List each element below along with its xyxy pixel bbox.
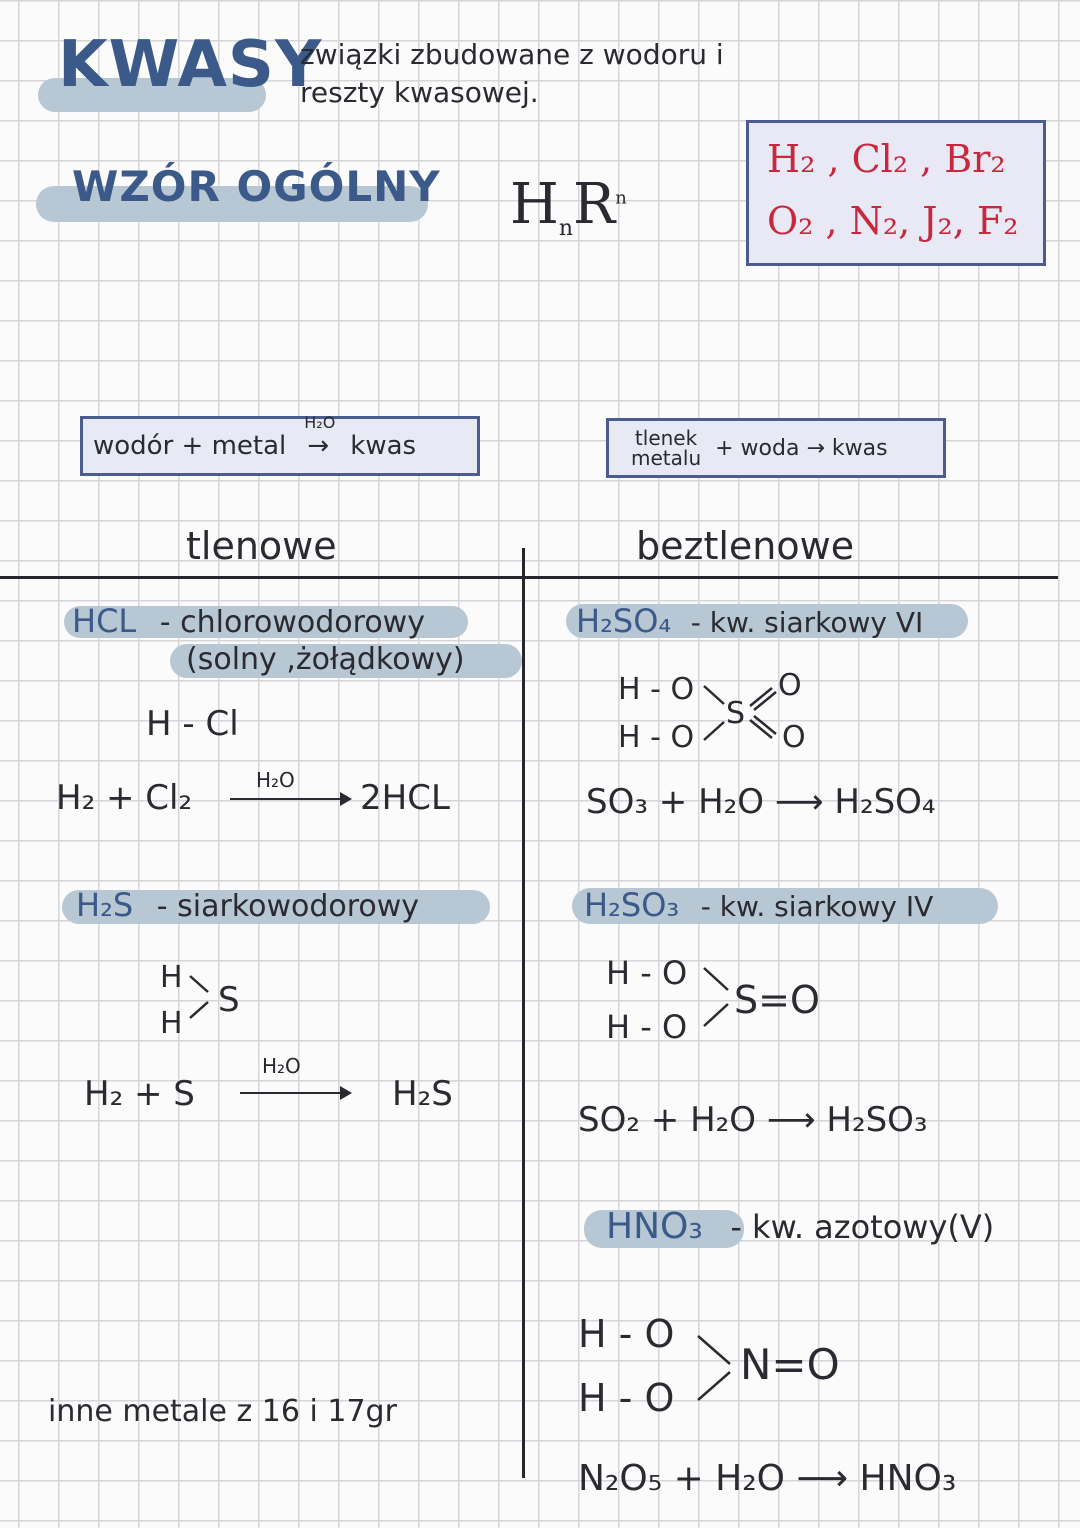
hno3-structure-left-2: H - O — [578, 1376, 675, 1420]
hcl-formula: HCL — [72, 602, 137, 640]
h2s-formula: H₂S — [76, 886, 134, 924]
h2s-bonds — [186, 966, 216, 1026]
rule-left-over: H₂O — [304, 413, 336, 432]
h2s-reaction-rhs: H₂S — [392, 1074, 453, 1114]
rule-box-right — [606, 418, 946, 478]
hcl-alt-name: (solny ,żołądkowy) — [186, 642, 465, 677]
h2s-heading — [76, 886, 419, 924]
hcl-reaction-rhs: 2HCL — [360, 778, 450, 818]
h2so4-heading — [576, 602, 923, 640]
general-formula-n: n — [558, 216, 574, 242]
hno3-structure-left-1: H - O — [578, 1312, 675, 1356]
diatomic-row-1: H₂ , Cl₂ , Br₂ — [767, 137, 1006, 181]
hno3-name: - kw. azotowy(V) — [730, 1208, 995, 1246]
rule-right-oxide — [631, 428, 701, 468]
h2s-reaction-arrow — [240, 1092, 344, 1094]
h2s-arrow-head — [340, 1086, 352, 1100]
hno3-formula: HNO₃ — [606, 1206, 703, 1247]
h2so4-structure-o1: O — [778, 668, 802, 703]
h2so4-name: - kw. siarkowy VI — [690, 606, 924, 639]
hcl-structure: H - Cl — [146, 704, 239, 744]
diatomic-row-2: O₂ , N₂, J₂, F₂ — [767, 199, 1019, 243]
rule-left-arrow: → — [307, 431, 330, 461]
hcl-heading — [72, 602, 425, 640]
table-vertical-rule — [522, 548, 525, 1478]
rule-right-rest: + woda → kwas — [715, 435, 888, 461]
hcl-reaction-arrow — [230, 798, 350, 800]
hcl-name: - chlorowodorowy — [159, 605, 425, 640]
h2so4-structure-o2: O — [782, 720, 806, 755]
column-heading-right: beztlenowe — [636, 524, 855, 568]
hno3-bonds — [694, 1326, 742, 1416]
h2s-structure-h1: H — [160, 960, 183, 995]
hcl-reaction-lhs: H₂ + Cl₂ — [56, 778, 193, 818]
h2so3-formula: H₂SO₃ — [584, 886, 680, 924]
h2so3-heading — [584, 886, 933, 924]
h2s-name: - siarkowodorowy — [156, 889, 420, 924]
definition-line-1: związki zbudowane z wodoru i — [300, 38, 724, 71]
page-title: KWASY — [58, 28, 323, 102]
h2so4-structure-s: S — [726, 696, 746, 731]
rule-right-oxide-2: metalu — [631, 446, 702, 470]
rule-left-arrow-group — [296, 413, 340, 461]
general-formula-r: R — [573, 172, 616, 237]
column-heading-left: tlenowe — [186, 524, 337, 568]
h2s-structure-h2: H — [160, 1006, 183, 1041]
rule-right-oxide-1: tlenek — [634, 426, 698, 450]
hno3-reaction: N₂O₅ + H₂O ⟶ HNO₃ — [578, 1458, 957, 1499]
hcl-reaction-over: H₂O — [256, 768, 295, 792]
h2so3-structure-right: S=O — [734, 978, 820, 1022]
h2s-reaction-over: H₂O — [262, 1054, 301, 1078]
other-metals-note: inne metale z 16 i 17gr — [48, 1394, 397, 1429]
rule-left-reactants: wodór + metal — [93, 431, 287, 461]
h2so4-structure-left-2: H - O — [618, 720, 695, 755]
h2so4-reaction: SO₃ + H₂O ⟶ H₂SO₄ — [586, 782, 936, 822]
h2so4-formula: H₂SO₄ — [576, 602, 672, 640]
h2so3-bonds — [700, 960, 736, 1040]
h2s-structure-s: S — [218, 980, 240, 1020]
h2so3-structure-left-2: H - O — [606, 1008, 688, 1046]
h2so3-reaction: SO₂ + H₂O ⟶ H₂SO₃ — [578, 1100, 928, 1140]
general-formula — [510, 172, 627, 241]
h2so3-structure-left-1: H - O — [606, 954, 688, 992]
hno3-heading — [606, 1206, 994, 1247]
general-formula-label: WZÓR OGÓLNY — [72, 162, 441, 211]
table-horizontal-rule — [0, 576, 1058, 579]
rule-box-left — [80, 413, 480, 476]
definition-line-2: reszty kwasowej. — [300, 76, 539, 109]
hcl-arrow-head — [340, 792, 352, 806]
h2s-reaction-lhs: H₂ + S — [84, 1074, 195, 1114]
rule-left-product: kwas — [350, 431, 417, 461]
diatomic-elements-box — [746, 120, 1046, 266]
general-formula-h: H — [510, 172, 559, 237]
general-formula-valence: n — [615, 187, 627, 209]
h2so4-structure-left-1: H - O — [618, 672, 695, 707]
title-definition — [300, 36, 820, 112]
h2so3-name: - kw. siarkowy IV — [700, 890, 934, 923]
hno3-structure-right: N=O — [740, 1340, 840, 1389]
